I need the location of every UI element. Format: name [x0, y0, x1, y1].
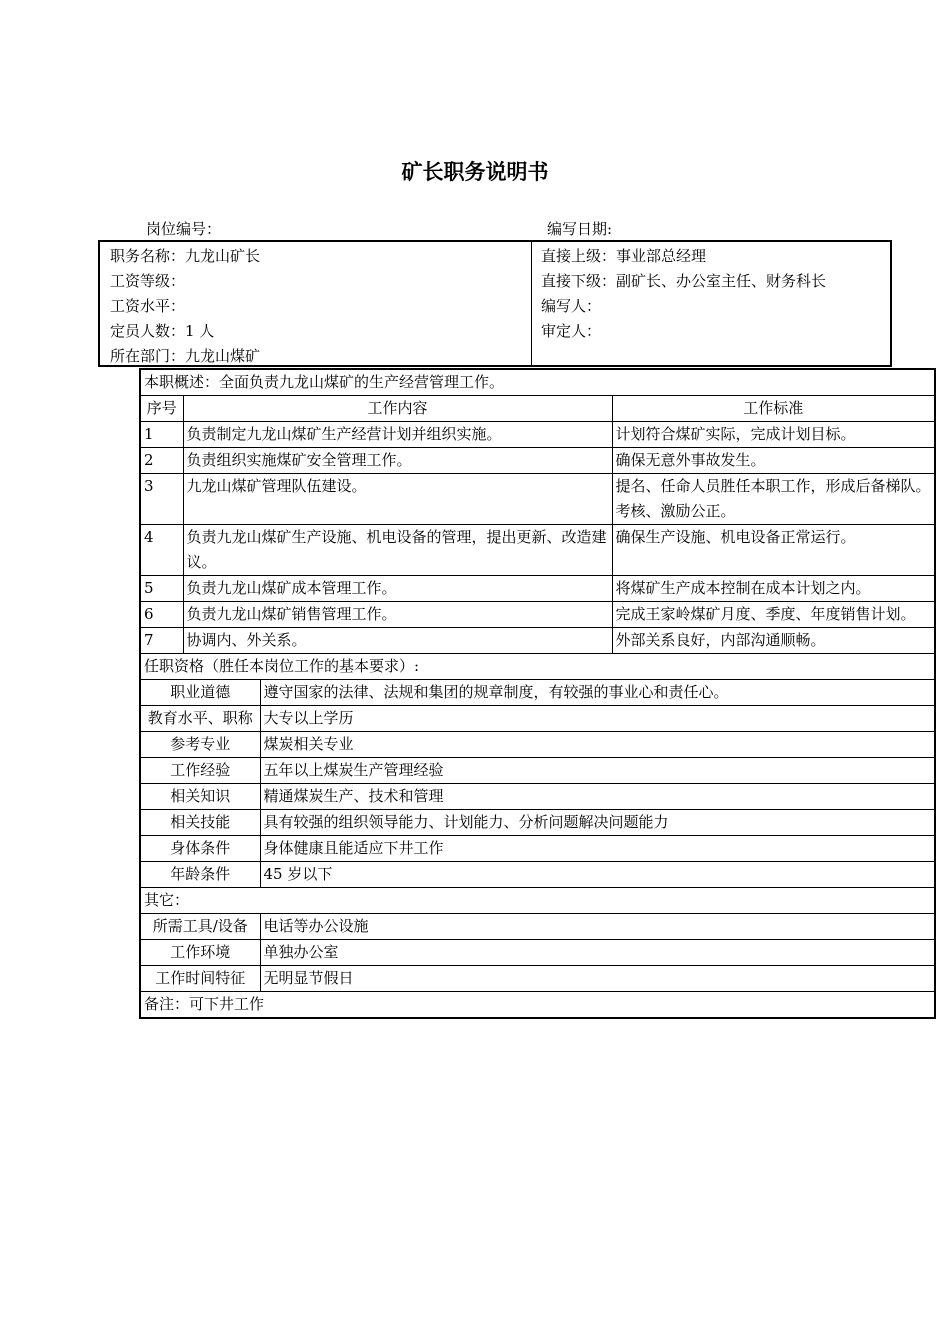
table-row — [140, 784, 935, 810]
qualification-label: 身体条件 — [140, 836, 260, 862]
summary-row — [140, 369, 935, 396]
table-row — [140, 422, 935, 448]
table-row — [140, 576, 935, 602]
qualification-label: 相关技能 — [140, 810, 260, 836]
qualification-label: 参考专业 — [140, 732, 260, 758]
duty-content: 负责九龙山煤矿成本管理工作。 — [183, 576, 612, 602]
table-row — [140, 706, 935, 732]
table-row — [140, 628, 935, 654]
job-info-box — [98, 240, 892, 367]
duty-content: 负责制定九龙山煤矿生产经营计划并组织实施。 — [183, 422, 612, 448]
department-line: 所在部门：九龙山煤矿 — [110, 347, 261, 365]
qualification-label: 教育水平、职称 — [140, 706, 260, 732]
duty-content: 负责组织实施煤矿安全管理工作。 — [183, 448, 612, 474]
other-value: 无明显节假日 — [260, 966, 935, 992]
job-title-line: 职务名称：九龙山矿长 — [110, 247, 261, 265]
qualification-value: 45 岁以下 — [260, 862, 935, 888]
job-info-right — [532, 242, 890, 365]
summary-cell: 本职概述：全面负责九龙山煤矿的生产经营管理工作。 — [140, 369, 935, 396]
qualification-label: 职业道德 — [140, 680, 260, 706]
header-standard: 工作标准 — [612, 396, 935, 422]
other-label: 所需工具/设备 — [140, 914, 260, 940]
qualification-label: 工作经验 — [140, 758, 260, 784]
table-row — [140, 810, 935, 836]
duty-content: 九龙山煤矿管理队伍建设。 — [183, 474, 612, 525]
duty-standard: 将煤矿生产成本控制在成本计划之内。 — [612, 576, 935, 602]
other-value: 单独办公室 — [260, 940, 935, 966]
qualification-value: 身体健康且能适应下井工作 — [260, 836, 935, 862]
superior-line: 直接上级：事业部总经理 — [541, 247, 707, 265]
qualification-value: 遵守国家的法律、法规和集团的规章制度，有较强的事业心和责任心。 — [260, 680, 935, 706]
qualification-value: 大专以上学历 — [260, 706, 935, 732]
headcount-line: 定员人数：1 人 — [110, 322, 215, 340]
duty-content: 负责九龙山煤矿生产设施、机电设备的管理，提出更新、改造建议。 — [183, 525, 612, 576]
table-row — [140, 732, 935, 758]
others-title: 其它： — [140, 888, 935, 914]
table-row — [140, 680, 935, 706]
others-title-row — [140, 888, 935, 914]
qualification-value: 五年以上煤炭生产管理经验 — [260, 758, 935, 784]
duty-standard: 确保生产设施、机电设备正常运行。 — [612, 525, 935, 576]
duty-no: 6 — [140, 602, 183, 628]
qualification-value: 煤炭相关专业 — [260, 732, 935, 758]
duty-no: 2 — [140, 448, 183, 474]
duty-standard: 完成王家岭煤矿月度、季度、年度销售计划。 — [612, 602, 935, 628]
table-row — [140, 940, 935, 966]
table-row — [140, 836, 935, 862]
duty-no: 7 — [140, 628, 183, 654]
table-row — [140, 914, 935, 940]
duty-no: 3 — [140, 474, 183, 525]
qualification-value: 精通煤炭生产、技术和管理 — [260, 784, 935, 810]
duty-header-row — [140, 396, 935, 422]
table-row — [140, 758, 935, 784]
qualification-value: 具有较强的组织领导能力、计划能力、分析问题解决问题能力 — [260, 810, 935, 836]
duty-standard: 外部关系良好，内部沟通顺畅。 — [612, 628, 935, 654]
salary-level-line: 工资水平： — [110, 297, 186, 315]
duty-no: 4 — [140, 525, 183, 576]
duty-table — [139, 368, 936, 1019]
duty-content: 负责九龙山煤矿销售管理工作。 — [183, 602, 612, 628]
table-row — [140, 966, 935, 992]
author-line: 编写人： — [541, 297, 602, 315]
document-title: 矿长职务说明书 — [401, 160, 549, 184]
header-no: 序号 — [140, 396, 183, 422]
qualifications-title: 任职资格（胜任本岗位工作的基本要求）: — [140, 654, 935, 680]
table-row — [140, 862, 935, 888]
header-content: 工作内容 — [183, 396, 612, 422]
position-code-label: 岗位编号： — [146, 220, 222, 238]
table-row — [140, 474, 935, 525]
qualifications-title-row — [140, 654, 935, 680]
duty-no: 1 — [140, 422, 183, 448]
subordinate-line: 直接下级：副矿长、办公室主任、财务科长 — [541, 272, 827, 290]
duty-no: 5 — [140, 576, 183, 602]
table-row — [140, 525, 935, 576]
qualification-label: 年龄条件 — [140, 862, 260, 888]
job-info-left — [100, 242, 532, 365]
date-label: 编写日期: — [547, 220, 613, 238]
table-row — [140, 448, 935, 474]
other-value: 电话等办公设施 — [260, 914, 935, 940]
duty-standard: 计划符合煤矿实际，完成计划目标。 — [612, 422, 935, 448]
table-row — [140, 602, 935, 628]
duty-standard: 确保无意外事故发生。 — [612, 448, 935, 474]
duty-content: 协调内、外关系。 — [183, 628, 612, 654]
remark-row — [140, 992, 935, 1019]
duty-standard: 提名、任命人员胜任本职工作，形成后备梯队。考核、激励公正。 — [612, 474, 935, 525]
other-label: 工作环境 — [140, 940, 260, 966]
salary-grade-line: 工资等级： — [110, 272, 186, 290]
remark-cell: 备注：可下井工作 — [140, 992, 935, 1019]
reviewer-line: 审定人： — [541, 322, 602, 340]
other-label: 工作时间特征 — [140, 966, 260, 992]
qualification-label: 相关知识 — [140, 784, 260, 810]
